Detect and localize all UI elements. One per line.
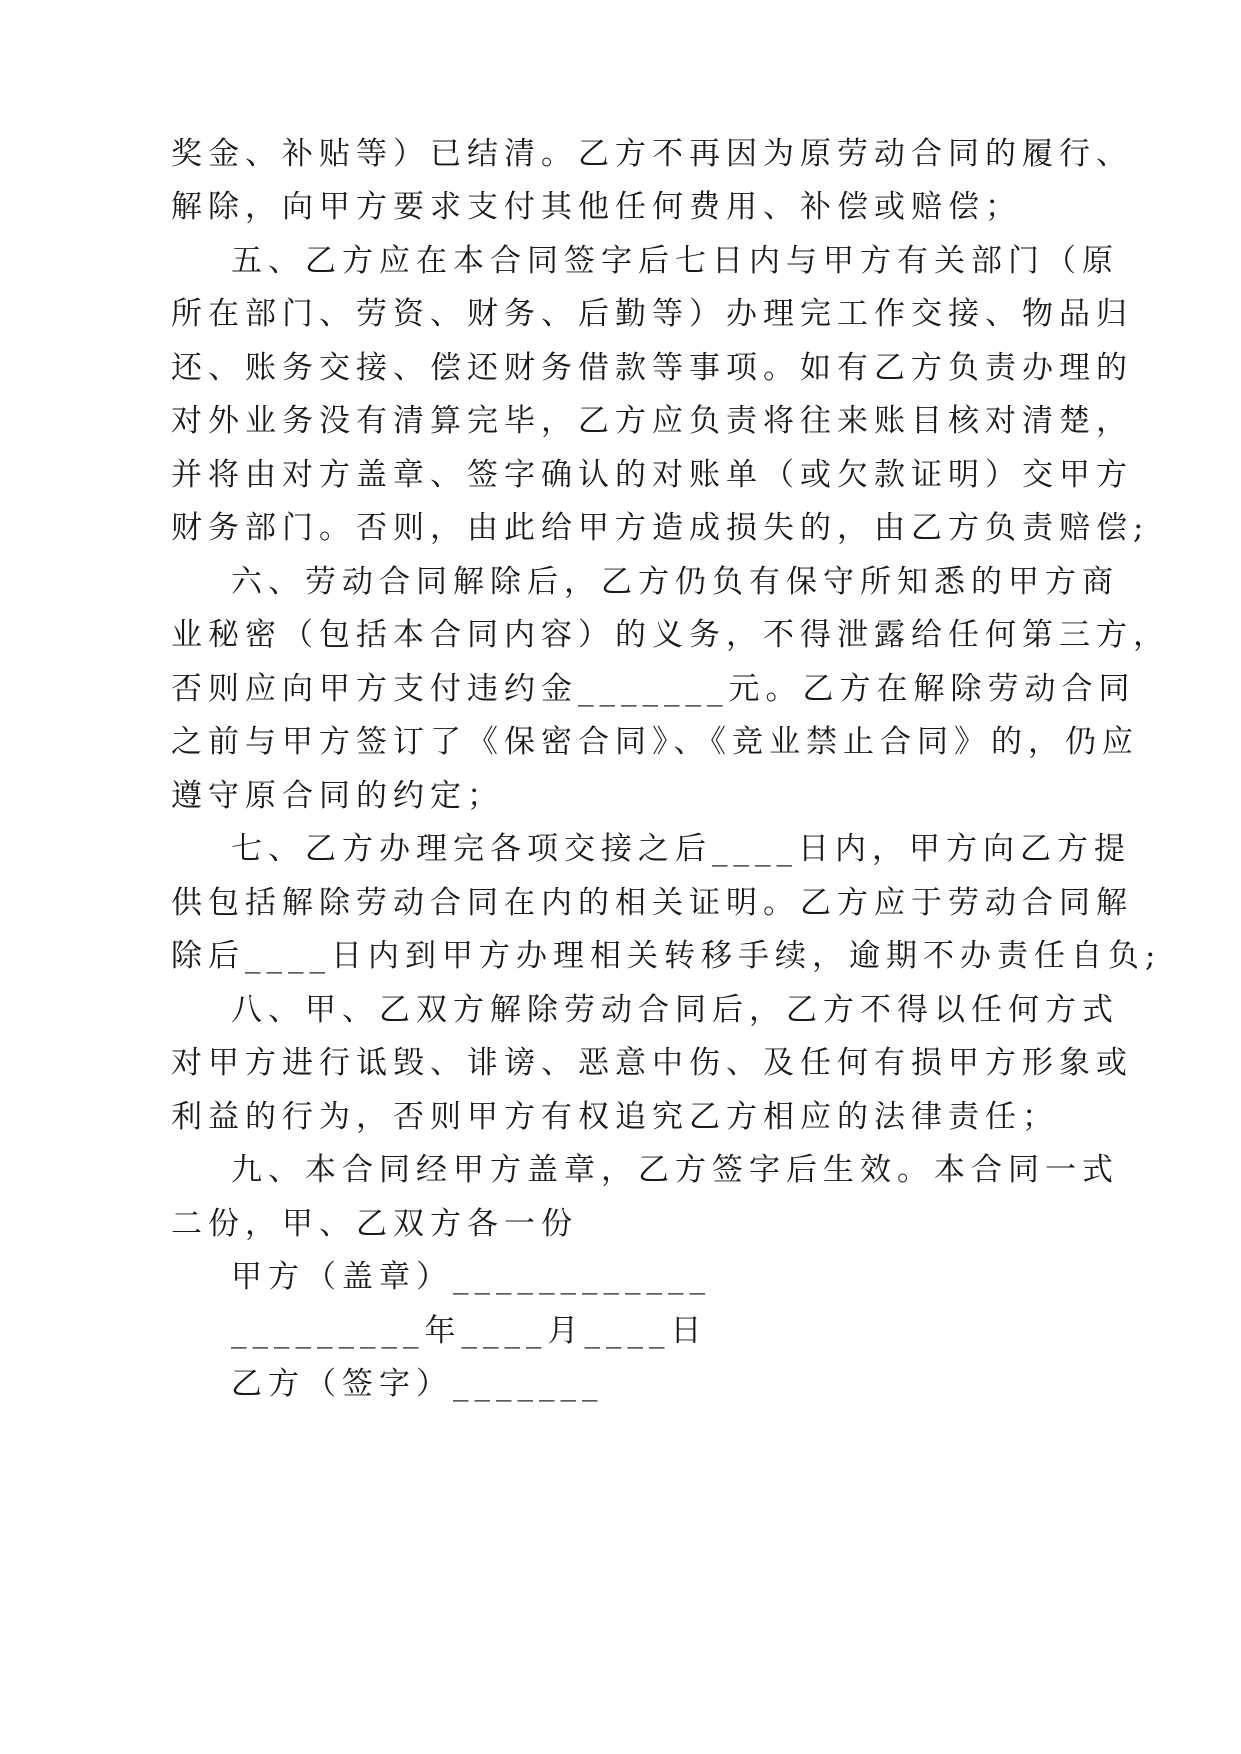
signature-date-line: _________年____月____日 <box>231 1313 708 1349</box>
text-line-13: 遵守原合同的约定； <box>171 778 504 814</box>
text-line-21: 二份，甲、乙双方各一份 <box>171 1206 578 1242</box>
party-b-signature-line: 乙方（签字）_______ <box>231 1366 604 1402</box>
clause-6-start: 六、劳动合同解除后，乙方仍负有保守所知悉的甲方商 <box>231 564 1119 600</box>
text-line-16: 除后____日内到甲方办理相关转移手续，逾期不办责任自负; <box>171 938 1162 974</box>
text-line-1: 奖金、补贴等）已结清。乙方不再因为原劳动合同的履行、 <box>171 136 1133 172</box>
text-line-18: 对甲方进行诋毁、诽谤、恶意中伤、及任何有损甲方形象或 <box>171 1045 1133 1081</box>
text-line-12: 之前与甲方签订了《保密合同》、《竞业禁止合同》的，仍应 <box>171 724 1139 760</box>
text-line-4: 所在部门、劳资、财务、后勤等）办理完工作交接、物品归 <box>171 296 1133 332</box>
text-line-2: 解除，向甲方要求支付其他任何费用、补偿或赔偿； <box>171 189 1022 225</box>
clause-5-start: 五、乙方应在本合同签字后七日内与甲方有关部门（原 <box>231 243 1119 279</box>
text-line-10: 业秘密（包括本合同内容）的义务，不得泄露给任何第三方， <box>171 617 1170 653</box>
text-line-11: 否则应向甲方支付违约金_______元。乙方在解除劳动合同 <box>171 671 1136 707</box>
text-line-8: 财务部门。否则，由此给甲方造成损失的，由乙方负责赔偿; <box>171 510 1150 546</box>
text-line-19: 利益的行为，否则甲方有权追究乙方相应的法律责任； <box>171 1099 1059 1135</box>
clause-8-start: 八、甲、乙双方解除劳动合同后，乙方不得以任何方式 <box>231 992 1119 1028</box>
party-a-seal-line: 甲方（盖章）____________ <box>231 1259 711 1295</box>
text-line-15: 供包括解除劳动合同在内的相关证明。乙方应于劳动合同解 <box>171 885 1133 921</box>
text-line-7: 并将由对方盖章、签字确认的对账单（或欠款证明）交甲方 <box>171 457 1133 493</box>
text-line-5: 还、账务交接、偿还财务借款等事项。如有乙方负责办理的 <box>171 350 1133 386</box>
clause-7-start: 七、乙方办理完各项交接之后____日内，甲方向乙方提 <box>231 831 1131 867</box>
clause-9-start: 九、本合同经甲方盖章，乙方签字后生效。本合同一式 <box>231 1152 1119 1188</box>
text-line-6: 对外业务没有清算完毕，乙方应负责将往来账目核对清楚， <box>171 403 1133 439</box>
